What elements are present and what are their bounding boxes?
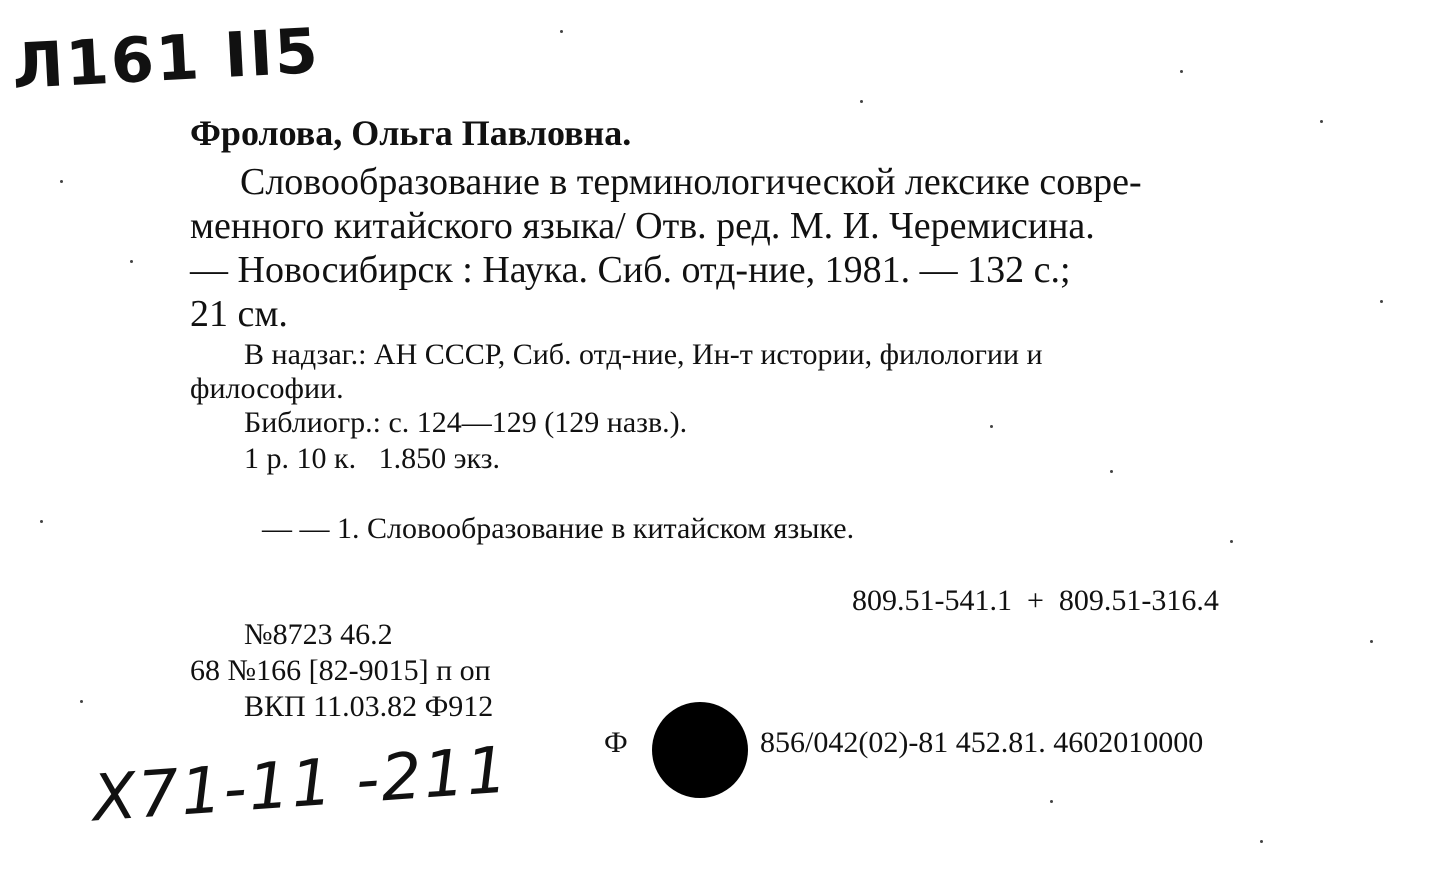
- scan-speck: [1050, 800, 1053, 803]
- punch-hole: [652, 702, 748, 798]
- title-line-2: менного китайского языка/ Отв. ред. М. И. Черемисина.: [190, 205, 1095, 247]
- scan-speck: [40, 520, 43, 523]
- scan-speck: [1180, 70, 1183, 73]
- scan-speck: [1230, 540, 1233, 543]
- scan-speck: [1380, 300, 1383, 303]
- scan-speck: [80, 700, 83, 703]
- bottom-code: 856/042(02)-81 452.81. 4602010000: [760, 726, 1204, 759]
- scan-speck: [130, 260, 133, 263]
- record-line-3: ВКП 11.03.82 Ф912: [244, 690, 494, 723]
- scan-speck: [1260, 840, 1263, 843]
- handwritten-shelfmark: Л161 ІІ5: [10, 13, 322, 104]
- author-heading: Фролова, Ольга Павловна.: [190, 113, 632, 153]
- note-line-4: 1 р. 10 к. 1.850 экз.: [244, 442, 500, 475]
- scan-speck: [560, 30, 563, 33]
- title-line-1: Словообразование в терминологической лексике совре-: [240, 161, 1142, 203]
- record-line-2: 68 №166 [82-9015] п оп: [190, 654, 491, 687]
- scan-speck: [60, 180, 63, 183]
- title-line-3: — Новосибирск : Наука. Сиб. отд-ние, 1981. — 132 с.;: [190, 249, 1071, 291]
- classification-code: 809.51-541.1 + 809.51-316.4: [852, 584, 1219, 617]
- note-line-1: В надзаг.: АН СССР, Сиб. отд-ние, Ин-т истории, филологии и: [244, 338, 1043, 371]
- scan-speck: [990, 425, 993, 428]
- scan-speck: [1320, 120, 1323, 123]
- note-line-2: философии.: [190, 372, 344, 405]
- subject-entry: — — 1. Словообразование в китайском языке.: [262, 512, 855, 545]
- scan-speck: [1370, 640, 1373, 643]
- scan-speck: [1110, 470, 1113, 473]
- note-line-3: Библиогр.: с. 124—129 (129 назв.).: [244, 406, 688, 439]
- handwritten-call-number: Х71-11 -211: [89, 733, 512, 837]
- record-line-1: №8723 46.2: [244, 618, 393, 651]
- title-line-4: 21 см.: [190, 293, 288, 335]
- scan-speck: [860, 100, 863, 103]
- bottom-code-prefix: Ф: [604, 726, 628, 759]
